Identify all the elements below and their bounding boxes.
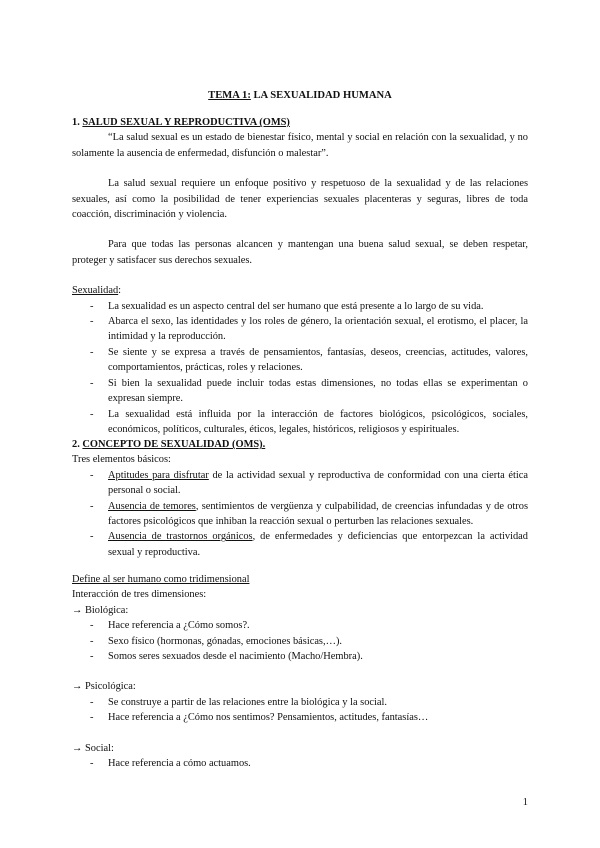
list-item: - La sexualidad está influida por la interacción de factores biológicos, psicológicos, sociales, económicos, políticos, culturales, éticos, legales, históricos, religiosos y espirituales. <box>72 407 528 438</box>
list-item: - Si bien la sexualidad puede incluir todas estas dimensiones, no todas ellas se experimentan o expresan siempre. <box>72 376 528 407</box>
list-item: - Se siente y se expresa a través de pensamientos, fantasías, deseos, creencias, actitudes, valores, comportamientos, prácticas, roles y relaciones. <box>72 345 528 376</box>
list-item: - Somos seres sexuados desde el nacimiento (Macho/Hembra). <box>72 649 528 664</box>
title-text: LA SEXUALIDAD HUMANA <box>250 90 392 101</box>
section-3-heading: Define al ser humano como tridimensional <box>72 574 250 585</box>
sexualidad-list <box>72 299 528 438</box>
paragraph: Tres elementos básicos: <box>72 454 171 466</box>
paragraph: Para que todas las personas alcancen y mantengan una buena salud sexual, se deben respetar, proteger y satisfacer sus derechos sexuales. <box>72 239 528 266</box>
list-item: - Ausencia de trastornos orgánicos, de enfermedades y deficiencias que entorpezcan la actividad sexual y reproductiva. <box>72 529 528 560</box>
subheading-sexualidad: Sexualidad: <box>72 285 122 297</box>
title-prefix: TEMA 1: <box>208 90 251 101</box>
psicologica-list <box>72 695 528 726</box>
list-item: - Sexo físico (hormonas, gónadas, emociones básicas,…). <box>72 634 528 649</box>
list-item: - Abarca el sexo, las identidades y los roles de género, la orientación sexual, el erotismo, el placer, la intimidad y la reproducción. <box>72 314 528 345</box>
document-title <box>72 88 528 103</box>
section-1 <box>72 115 528 437</box>
definition-quote: “La salud sexual es un estado de bienestar físico, mental y social en relación con la sexualidad, y no solamente la ausencia de enfermedad, disfunción o malestar”. <box>72 132 528 159</box>
list-item: - Hace referencia a ¿Cómo nos sentimos? Pensamientos, actitudes, fantasías… <box>72 710 528 725</box>
list-item: - Hace referencia a cómo actuamos. <box>72 756 528 771</box>
social-list <box>72 756 528 771</box>
list-item: - La sexualidad es un aspecto central del ser humano que está presente a lo largo de su vida. <box>72 299 528 314</box>
section-2 <box>72 437 528 560</box>
dimension-psicologica: → Psicológica: <box>72 681 136 693</box>
list-item: - Ausencia de temores, sentimientos de vergüenza y culpabilidad, de creencias infundadas y de otros factores psicológicos que inhiban la reacción sexual o perturben las relaciones sexuales. <box>72 499 528 530</box>
dimension-social: → Social: <box>72 742 114 754</box>
section-3 <box>72 572 528 771</box>
list-item: - Se construye a partir de las relaciones entre la biológica y la social. <box>72 695 528 710</box>
section-1-heading: 1. SALUD SEXUAL Y REPRODUCTIVA (OMS) <box>72 117 290 128</box>
elements-list <box>72 468 528 560</box>
biologica-list <box>72 618 528 664</box>
section-2-heading: 2. CONCEPTO DE SEXUALIDAD (OMS). <box>72 439 266 450</box>
list-item: - Aptitudes para disfrutar de la actividad sexual y reproductiva de conformidad con una cierta ética personal o social. <box>72 468 528 499</box>
dimension-biologica: → Biológica: <box>72 604 129 616</box>
paragraph: Interacción de tres dimensiones: <box>72 589 207 601</box>
paragraph: La salud sexual requiere un enfoque positivo y respetuoso de la sexualidad y de las relaciones sexuales, así como la posibilidad de tener experiencias sexuales placenteras y seguras, libres de toda coacción, discriminación y violencia. <box>72 178 528 221</box>
page-number: 1 <box>522 797 528 808</box>
list-item: - Hace referencia a ¿Cómo somos?. <box>72 618 528 633</box>
